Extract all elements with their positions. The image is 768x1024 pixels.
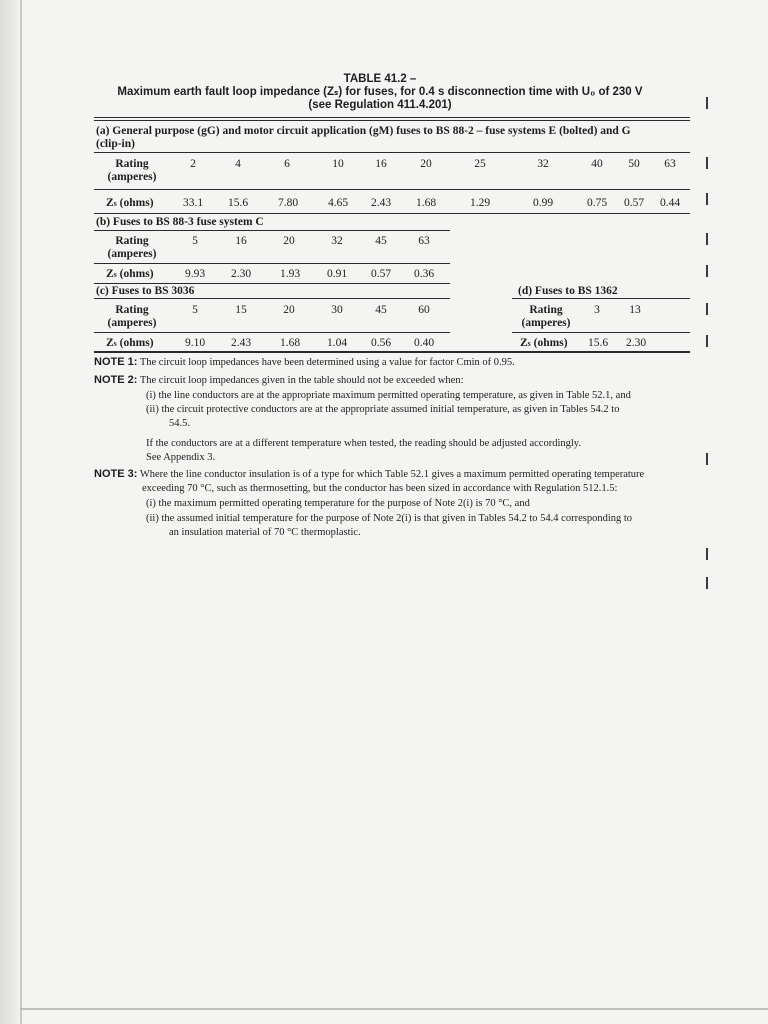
section-a-rating-cell: 4: [235, 158, 241, 170]
section-a-z-cell: 4.65: [327, 197, 349, 209]
section-b-z-label: Zs (ohms): [106, 268, 154, 280]
section-d-z-cell: 2.30: [625, 337, 647, 349]
section-c-rating-cell: 20: [283, 304, 295, 316]
section-a-rating-cell: 10: [332, 158, 344, 170]
note-2-item-ii: (ii) the circuit protective conductors are at the appropriate assumed initial temperature, as given in Tables 54.2 to: [146, 404, 620, 415]
section-a-rating-cell: 6: [284, 158, 290, 170]
section-b-rule: [94, 230, 450, 231]
section-c-rating-cell: 60: [418, 304, 430, 316]
note-2-paragraph-cont: See Appendix 3.: [146, 452, 216, 463]
section-b-rule: [94, 263, 450, 264]
section-c-z-cell: 1.04: [326, 337, 348, 349]
section-a-heading-cont: (clip-in): [96, 138, 135, 150]
section-c-rating-cell: 30: [331, 304, 343, 316]
section-b-rating-cell: 45: [375, 235, 387, 247]
section-a-rule: [94, 189, 690, 190]
section-a-rating-cell: 25: [474, 158, 486, 170]
section-d-heading: (d) Fuses to BS 1362: [518, 285, 618, 297]
note-1: NOTE 1: The circuit loop impedances have been determined using a value for factor Cmin of 0.95.: [94, 356, 515, 368]
section-b-rating-unit: (amperes): [107, 248, 157, 260]
section-a-z-cell: 15.6: [227, 197, 249, 209]
section-d-z-label: Zs (ohms): [520, 337, 568, 349]
section-a-z-label: Zs (ohms): [106, 197, 154, 209]
section-b-rating-cell: 5: [192, 235, 198, 247]
section-b-z-cell: 0.36: [413, 268, 435, 280]
section-a-bottom-rule: [94, 213, 690, 214]
section-b-rating-label: Rating: [115, 235, 149, 247]
section-c-rule: [94, 332, 450, 333]
section-c-z-cell: 1.68: [279, 337, 301, 349]
table-subtitle: (see Regulation 411.4.201): [308, 99, 452, 111]
table-bottom-rule: [94, 351, 690, 353]
section-a-z-cell: 0.44: [659, 197, 681, 209]
section-a-z-cell: 2.43: [370, 197, 392, 209]
table-number: TABLE 41.2 –: [343, 73, 417, 85]
section-a-z-cell: 33.1: [182, 197, 204, 209]
section-a-rating-cell: 50: [628, 158, 640, 170]
section-b-rating-cell: 16: [235, 235, 247, 247]
section-c-z-cell: 9.10: [184, 337, 206, 349]
section-c-rating-unit: (amperes): [107, 317, 157, 329]
section-c-heading: (c) Fuses to BS 3036: [96, 285, 195, 297]
section-c-rating-label: Rating: [115, 304, 149, 316]
section-d-rating-cell: 3: [594, 304, 600, 316]
section-a-z-cell: 0.99: [532, 197, 554, 209]
section-c-z-cell: 0.40: [413, 337, 435, 349]
note-2-paragraph: If the conductors are at a different temperature when tested, the reading should be adjusted accordingly.: [146, 438, 581, 449]
section-b-z-cell: 2.30: [230, 268, 252, 280]
section-a-z-cell: 7.80: [277, 197, 299, 209]
section-a-rating-label: Rating: [115, 158, 149, 170]
section-b-heading: (b) Fuses to BS 88-3 fuse system C: [96, 216, 264, 228]
note-2-item-ii-cont: 54.5.: [169, 418, 190, 429]
section-a-rating-unit: (amperes): [107, 171, 157, 183]
section-b-z-cell: 0.57: [370, 268, 392, 280]
section-c-rule: [94, 298, 450, 299]
section-c-rating-cell: 15: [235, 304, 247, 316]
table-title: Maximum earth fault loop impedance (Zₛ) for fuses, for 0.4 s disconnection time with U₀ of 230 V: [117, 86, 643, 98]
section-a-z-cell: 0.57: [623, 197, 645, 209]
table-top-rule: [94, 117, 690, 118]
section-d-rule: [512, 332, 690, 333]
section-a-rating-cell: 16: [375, 158, 387, 170]
section-a-rule: [94, 152, 690, 153]
section-c-rating-cell: 5: [192, 304, 198, 316]
note-3-item-ii-cont: an insulation material of 70 °C thermoplastic.: [169, 527, 361, 538]
note-3-item-i: (i) the maximum permitted operating temperature for the purpose of Note 2(i) is 70 °C, and: [146, 498, 530, 509]
section-a-rating-cell: 40: [591, 158, 603, 170]
note-3-item-ii: (ii) the assumed initial temperature for the purpose of Note 2(i) is that given in Tables 54.2 to 54.4 corresponding to: [146, 513, 633, 524]
section-b-rating-cell: 20: [283, 235, 295, 247]
section-b-z-cell: 9.93: [184, 268, 206, 280]
section-d-rating-label: Rating: [529, 304, 563, 316]
section-c-z-label: Zs (ohms): [106, 337, 154, 349]
section-d-z-cell: 15.6: [587, 337, 609, 349]
section-a-rating-cell: 32: [537, 158, 549, 170]
note-2-item-i: (i) the line conductors are at the appropriate maximum permitted operating temperature, as given in Table 52.1, and: [146, 390, 631, 401]
section-b-z-cell: 0.91: [326, 268, 348, 280]
section-d-rule: [512, 298, 690, 299]
section-d-rating-cell: 13: [629, 304, 641, 316]
section-d-rating-unit: (amperes): [521, 317, 571, 329]
section-b-rating-cell: 32: [331, 235, 343, 247]
section-a-z-cell: 1.29: [469, 197, 491, 209]
section-b-z-cell: 1.93: [279, 268, 301, 280]
section-a-rating-cell: 20: [420, 158, 432, 170]
section-b-bottom-rule: [94, 283, 450, 284]
note-3: NOTE 3: Where the line conductor insulation is of a type for which Table 52.1 gives a maximum permitted operating temperature: [94, 468, 645, 480]
note-2: NOTE 2: The circuit loop impedances given in the table should not be exceeded when:: [94, 374, 464, 386]
note-3-cont: exceeding 70 °C, such as thermosetting, but the conductor has been sized in accordance with Regulation 512.1.5:: [142, 483, 618, 494]
section-a-rating-cell: 2: [190, 158, 196, 170]
section-a-z-cell: 0.75: [586, 197, 608, 209]
table-top-rule: [94, 120, 690, 121]
section-c-z-cell: 0.56: [370, 337, 392, 349]
section-a-heading: (a) General purpose (gG) and motor circuit application (gM) fuses to BS 88-2 – fuse systems E (bolted) and G: [96, 125, 631, 137]
section-a-rating-cell: 63: [664, 158, 676, 170]
section-c-rating-cell: 45: [375, 304, 387, 316]
section-b-rating-cell: 63: [418, 235, 430, 247]
section-a-z-cell: 1.68: [415, 197, 437, 209]
section-c-z-cell: 2.43: [230, 337, 252, 349]
